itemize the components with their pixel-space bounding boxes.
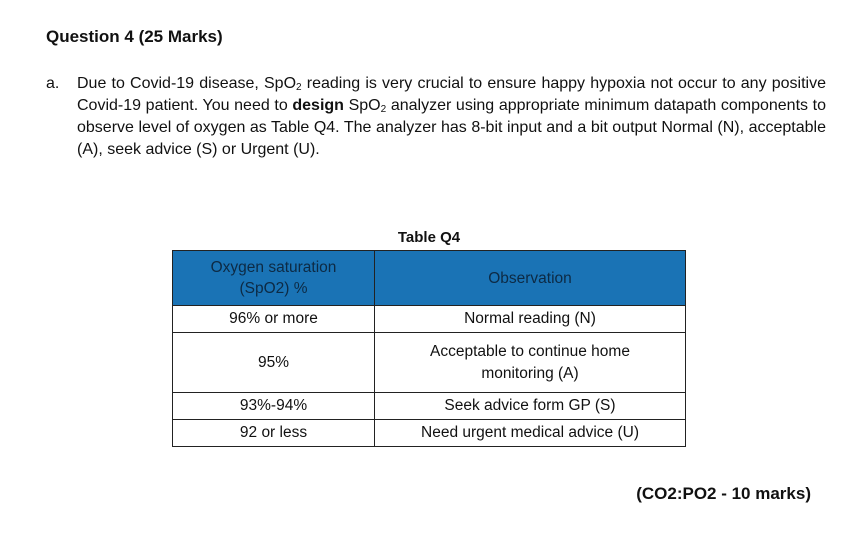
subscript-2: 2 <box>296 82 302 93</box>
question-item-a <box>46 73 826 161</box>
header-col1-line1: Oxygen saturation <box>210 259 337 276</box>
table-row <box>173 420 686 447</box>
subscript-2: 2 <box>380 104 387 115</box>
item-marker: a. <box>46 75 60 92</box>
cell-observation: Normal reading (N) <box>375 306 686 333</box>
table-row <box>173 393 686 420</box>
cell-range: 95% <box>173 333 375 393</box>
cell-range: 96% or more <box>173 306 375 333</box>
cell-range: 93%-94% <box>173 393 375 420</box>
marks-allocation: (CO2:PO2 - 10 marks) <box>636 484 811 503</box>
cell-observation <box>375 333 686 393</box>
table-row <box>173 306 686 333</box>
observation-table <box>172 250 686 447</box>
header-oxygen-saturation <box>173 251 375 306</box>
para-bold-design: design <box>292 97 344 114</box>
cell-observation: Seek advice form GP (S) <box>375 393 686 420</box>
question-paragraph <box>77 73 826 161</box>
header-col1-line2: (SpO2) % <box>239 280 308 297</box>
cell-range: 92 or less <box>173 420 375 447</box>
cell-observation: Need urgent medical advice (U) <box>375 420 686 447</box>
para-text-1: Due to Covid-19 disease, SpO <box>77 75 297 92</box>
para-text-3: SpO <box>343 97 381 114</box>
para-text-4: analyzer using appropriate minimum datapath components to observe level of oxygen as Table Q4. The analyzer has 8-bit input and a bit output Normal (N), acceptable (A), seek advice (S) or Urgent (U). <box>77 97 827 158</box>
para-text-2: reading is very crucial to ensure happy hypoxia not occur to any positive Covid-19 patient. You need to <box>77 75 826 114</box>
table-header-row <box>173 251 686 306</box>
question-title: Question 4 (25 Marks) <box>46 27 223 46</box>
cell-observation-line2: monitoring (A) <box>481 364 579 382</box>
table-caption: Table Q4 <box>397 229 461 246</box>
table-row <box>173 333 686 393</box>
cell-observation-line1: Acceptable to continue home <box>430 342 630 360</box>
header-observation: Observation <box>375 251 686 306</box>
